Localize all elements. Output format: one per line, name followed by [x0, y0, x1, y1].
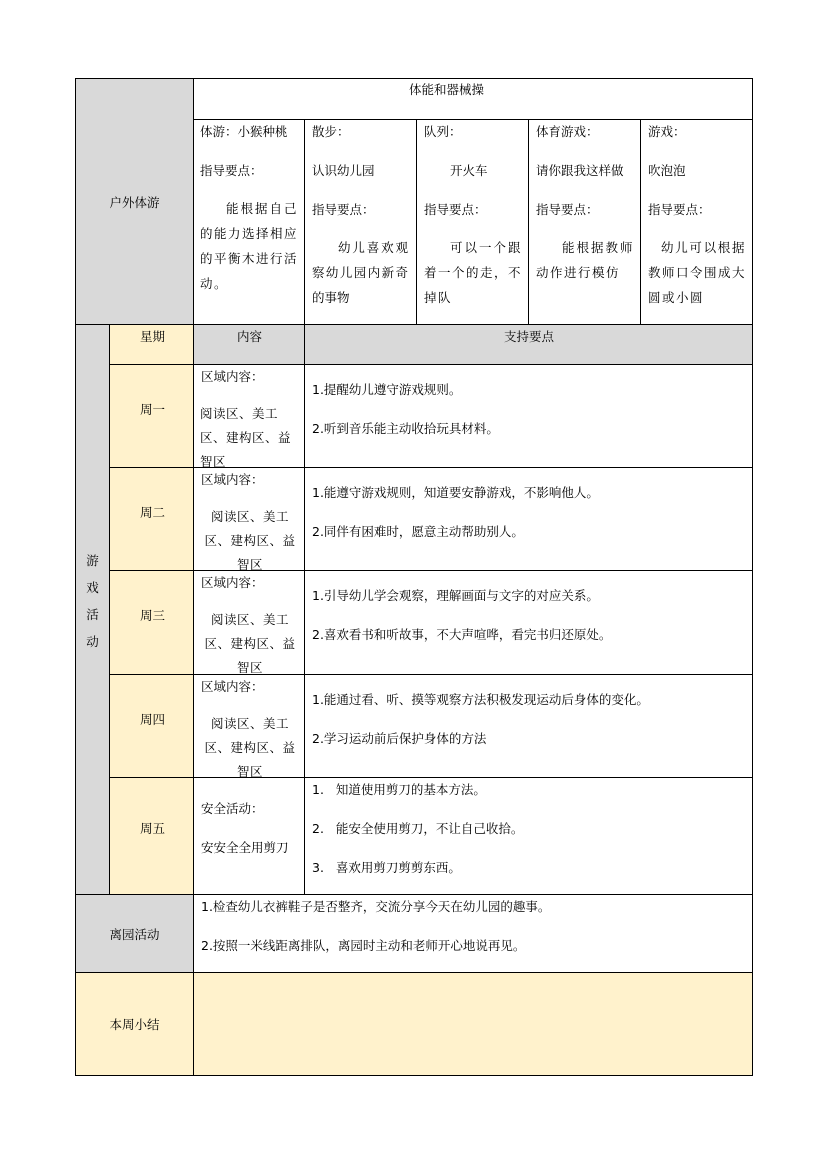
outdoor-col-2-heading: 散步： — [312, 124, 350, 139]
support-cell-wed — [304, 570, 753, 675]
outdoor-col-2-guide-label: 指导要点： — [312, 202, 375, 217]
game-activity-label — [76, 547, 109, 655]
support-point: 2.学习运动前后保护身体的方法 — [312, 731, 487, 746]
support-point: 3. 喜欢用剪刀剪剪东西。 — [312, 860, 461, 875]
support-cell-fri — [304, 777, 753, 895]
content-areas: 阅读区、美工区、建构区、益智区 — [204, 509, 296, 571]
support-point: 1. 知道使用剪刀的基本方法。 — [312, 782, 486, 797]
support-point: 1.提醒幼儿遵守游戏规则。 — [312, 382, 462, 397]
outdoor-col-1-heading: 体游：小猴种桃 — [200, 124, 288, 139]
outdoor-col-5 — [640, 119, 753, 325]
content-cell-tue — [193, 467, 305, 571]
support-point: 2.同伴有困难时，愿意主动帮助别人。 — [312, 524, 524, 539]
leaving-point: 2.按照一米线距离排队，离园时主动和老师开心地说再见。 — [201, 938, 526, 953]
game-activity-label-char: 游 — [86, 553, 99, 568]
outdoor-col-1-guide: 能根据自己的能力选择相应的平衡木进行活动。 — [200, 201, 299, 291]
outdoor-col-2 — [304, 119, 417, 325]
content-areas: 阅读区、美工区、建构区、益智区 — [204, 716, 296, 778]
game-activity-label-char: 动 — [86, 634, 99, 649]
header-support-cell — [304, 324, 753, 365]
header-content: 内容 — [237, 329, 263, 344]
outdoor-col-4-guide: 能根据教师动作进行模仿 — [536, 240, 634, 280]
day-label: 周三 — [140, 608, 166, 623]
leaving-content-cell — [193, 894, 753, 973]
summary-label: 本周小结 — [109, 1017, 160, 1032]
leaving-point: 1.检查幼儿衣裤鞋子是否整齐，交流分享今天在幼儿园的趣事。 — [201, 899, 551, 914]
outdoor-col-4 — [528, 119, 641, 325]
content-cell-thu — [193, 674, 305, 778]
header-day-cell — [109, 324, 194, 365]
outdoor-label-cell — [75, 78, 194, 325]
content-label: 区域内容： — [201, 369, 264, 384]
content-activity: 安安全全用剪刀 — [201, 840, 289, 855]
header-support: 支持要点 — [504, 329, 555, 344]
content-cell-wed — [193, 570, 305, 675]
day-label: 周四 — [140, 712, 166, 727]
header-content-cell — [193, 324, 305, 365]
day-cell-thu — [109, 674, 194, 778]
support-point: 1.能遵守游戏规则，知道要安静游戏，不影响他人。 — [312, 485, 599, 500]
outdoor-col-5-guide: 幼儿可以根据教师口令围成大圆或小圆 — [648, 240, 747, 305]
outdoor-label: 户外体游 — [109, 194, 160, 210]
outdoor-col-3-guide: 可以一个跟着一个的走，不掉队 — [424, 240, 523, 305]
outdoor-col-2-guide: 幼儿喜欢观察幼儿园内新奇的事物 — [312, 240, 408, 305]
day-cell-fri — [109, 777, 194, 895]
content-label: 区域内容： — [201, 575, 264, 590]
outdoor-col-4-guide-label: 指导要点： — [536, 202, 599, 217]
outdoor-col-3-guide-label: 指导要点： — [424, 202, 487, 217]
day-cell-tue — [109, 467, 194, 571]
support-point: 2.喜欢看书和听故事，不大声喧哗，看完书归还原处。 — [312, 627, 612, 642]
support-cell-thu — [304, 674, 753, 778]
summary-label-cell — [75, 972, 194, 1076]
outdoor-col-3-name: 开火车 — [450, 163, 488, 178]
content-areas: 阅读区、美工区、建构区、益智区 — [200, 406, 292, 468]
game-activity-label-char: 戏 — [86, 580, 99, 595]
support-point: 1.引导幼儿学会观察，理解画面与文字的对应关系。 — [312, 588, 599, 603]
summary-content-cell[interactable] — [193, 972, 753, 1076]
content-label: 区域内容： — [201, 679, 264, 694]
outdoor-col-5-name: 吹泡泡 — [648, 163, 686, 178]
outdoor-col-1 — [193, 119, 305, 325]
outdoor-col-1-guide-label: 指导要点： — [200, 163, 263, 178]
outdoor-col-2-name: 认识幼儿园 — [312, 163, 375, 178]
support-cell-mon — [304, 364, 753, 468]
content-cell-fri — [193, 777, 305, 895]
day-cell-mon — [109, 364, 194, 468]
support-point: 2.听到音乐能主动收拾玩具材料。 — [312, 421, 499, 436]
day-cell-wed — [109, 570, 194, 675]
header-day: 星期 — [140, 329, 166, 344]
game-activity-label-char: 活 — [86, 607, 99, 622]
outdoor-col-3 — [416, 119, 529, 325]
content-label: 安全活动： — [201, 801, 264, 816]
outdoor-col-5-guide-label: 指导要点： — [648, 202, 711, 217]
content-cell-mon — [193, 364, 305, 468]
leaving-label: 离园活动 — [109, 926, 160, 942]
content-areas: 阅读区、美工区、建构区、益智区 — [204, 612, 296, 675]
support-point: 1.能通过看、听、摸等观察方法积极发现运动后身体的变化。 — [312, 692, 649, 707]
day-label: 周一 — [140, 402, 166, 417]
outdoor-title-cell — [193, 78, 753, 120]
day-label: 周二 — [140, 505, 166, 520]
game-activity-label-cell — [75, 324, 110, 895]
day-label: 周五 — [140, 821, 166, 836]
support-cell-tue — [304, 467, 753, 571]
outdoor-col-3-heading: 队列： — [424, 124, 462, 139]
outdoor-col-4-name: 请你跟我这样做 — [536, 163, 624, 178]
support-point: 2. 能安全使用剪刀，不让自己收拾。 — [312, 821, 524, 836]
leaving-label-cell — [75, 894, 194, 973]
outdoor-col-5-heading: 游戏： — [648, 124, 686, 139]
content-label: 区域内容： — [201, 472, 264, 487]
outdoor-title: 体能和器械操 — [409, 82, 485, 97]
outdoor-col-4-heading: 体育游戏： — [536, 124, 599, 139]
